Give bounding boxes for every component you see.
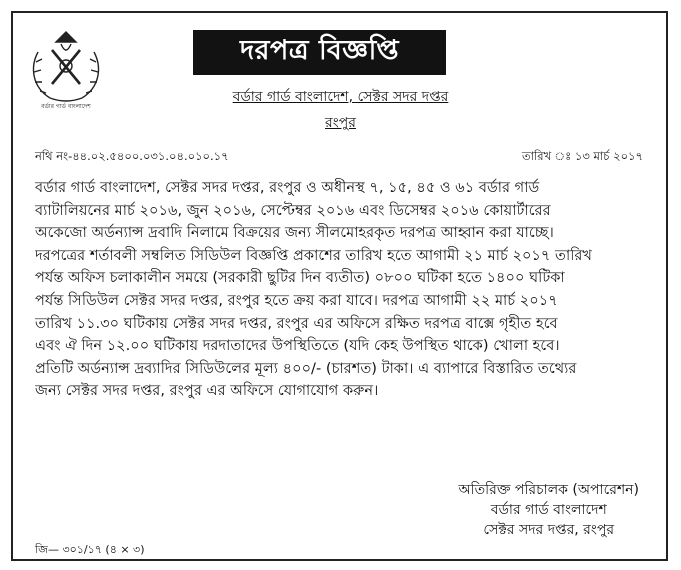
job-code: জি— ৩০১/১৭ (৪ × ৩) (35, 543, 145, 556)
body-line: ব্যাটালিয়নের মার্চ ২০১৬, জুন ২০১৬, সেপ্টেম্বর ২০১৬ এবং ডিসেম্বর ২০১৬ কোয়ার্টারের (35, 201, 551, 219)
body-line: অকেজো অর্ডন্যান্স দ্রবাদি নিলামে বিক্রয়ের জন্য সীলমোহরকৃত দরপত্র আহ্বান করা যাচ্ছে। (35, 224, 554, 242)
notice-body (35, 177, 648, 403)
body-line: প্রতিটি অর্ডন্যান্স দ্রব্যাদির সিডিউলের মূল্য ৪০০/- (চারশত) টাকা। এ ব্যাপারে বিস্তারিত তথ্যের (35, 359, 577, 377)
body-line: তারিখ ১১.৩০ ঘটিকায় সেক্টর সদর দপ্তর, রংপুর এর অফিসে রক্ষিত দরপত্র বাক্সে গৃহীত হবে (35, 314, 558, 332)
emblem-text: বর্ডার গার্ড বাংলাদেশ (41, 103, 91, 110)
body-line: বর্ডার গার্ড বাংলাদেশ, সেক্টর সদর দপ্তর, রংপুর ও অধীনস্থ ৭, ১৫, ৪৫ ও ৬১ বর্ডার গার্ড (35, 179, 540, 196)
organization-city-line (0, 111, 681, 135)
organization-name: বর্ডার গার্ড বাংলাদেশ, সেক্টর সদর দপ্তর (232, 89, 449, 105)
body-line: পর্যন্ত সিডিউল সেক্টর সদর দপ্তর, রংপুর হতে ক্রয় করা যাবে। দরপত্র আগামী ২২ মার্চ ২০১৭ (35, 291, 558, 309)
signature-org: বর্ডার গার্ড বাংলাদেশ (490, 502, 607, 518)
notice-date: তারিখ ঃ ১৩ মার্চ ২০১৭ (522, 149, 643, 163)
notice-title-text: দরপত্র বিজ্ঞপ্তি (239, 35, 400, 66)
signature-designation: অতিরিক্ত পরিচালক (অপারেশন) (458, 482, 639, 498)
reference-number: নথি নং-৪৪.০২.৫৪০০.০৩১.০৪.০১০.১৭ (35, 149, 229, 163)
body-line: দরপত্রের শর্তাবলী সম্বলিত সিডিউল বিজ্ঞপ্তি প্রকাশের তারিখ হতে আগামী ২১ মার্চ ২০১৭ তারিখ (35, 246, 592, 264)
body-line: এবং ঐ দিন ১২.০০ ঘটিকায় দরদাতাদের উপস্থিতিতে (যদি কেহ উপস্থিত থাকে) খোলা হবে। (35, 337, 560, 355)
body-line: জন্য সেক্টর সদর দপ্তর, রংপুর এর অফিসে যোগাযোগ করুন। (35, 382, 379, 400)
signature-block (459, 480, 639, 540)
body-line: পর্যন্ত অফিস চলাকালীন সময়ে (সরকারী ছুটির দিন ব্যতীত) ০৮০০ ঘটিকা হতে ১৪০০ ঘটিকা (35, 269, 565, 287)
notice-title (193, 30, 446, 75)
organization-city: রংপুর (325, 115, 356, 131)
organization-line (0, 85, 681, 109)
signature-office: সেক্টর সদর দপ্তর, রংপুর (483, 522, 615, 538)
